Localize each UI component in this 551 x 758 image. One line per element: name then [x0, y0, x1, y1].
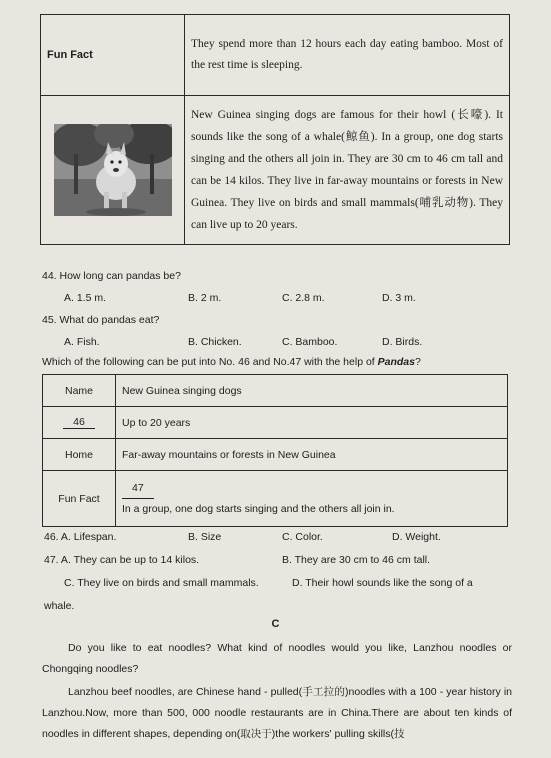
q47-option-c[interactable]: C. They live on birds and small mammals.: [64, 577, 259, 589]
animal-info-table: [40, 14, 510, 245]
summary-row-46: [43, 407, 508, 439]
q45-option-a[interactable]: A. Fish.: [64, 336, 100, 348]
q46-option-d[interactable]: D. Weight.: [392, 531, 441, 543]
q46-option-b[interactable]: B. Size: [188, 531, 222, 543]
q47-option-d[interactable]: D. Their howl sounds like the song of a: [292, 577, 473, 589]
singing-dog-description: New Guinea singing dogs are famous for their howl (长嚎). It sounds like the song of a whale(鲸鱼). In a group, one dog starts singing and the others all join in. They are 30 cm to 46 cm tall and can be 14 kilos. They live in far-away mountains or forests in New Guinea. They live on birds and small mammals(哺乳动物). They can live up to 20 years.: [185, 96, 510, 245]
summary-value-fun-fact: [116, 471, 508, 527]
instruction-emphasis: Pandas: [377, 356, 415, 368]
instruction-text: Which of the following can be put into No. 46 and No.47 with the help of: [42, 356, 378, 368]
summary-row-name: [43, 375, 508, 407]
fun-fact-label: Fun Fact: [41, 15, 185, 96]
panda-fun-fact-row: [41, 15, 510, 96]
q47-option-b[interactable]: B. They are 30 cm to 46 cm tall.: [282, 554, 431, 566]
q44-option-b[interactable]: B. 2 m.: [188, 292, 222, 304]
singing-dog-photo: [54, 124, 172, 216]
instruction-end: ?: [415, 356, 421, 368]
question-45-stem: 45. What do pandas eat?: [42, 314, 160, 326]
q46-option-c[interactable]: C. Color.: [282, 531, 323, 543]
summary-value-lifespan: Up to 20 years: [116, 407, 508, 439]
q47-option-a[interactable]: 47. A. They can be up to 14 kilos.: [44, 554, 200, 566]
q44-option-c[interactable]: C. 2.8 m.: [282, 292, 325, 304]
summary-value-name: New Guinea singing dogs: [116, 375, 508, 407]
summary-label-46: [43, 407, 116, 439]
fun-fact-sentence: In a group, one dog starts singing and the others all join in.: [122, 503, 395, 515]
question-44-stem: 44. How long can pandas be?: [42, 270, 181, 282]
dog-image: [54, 124, 172, 216]
blank-46[interactable]: 46: [63, 416, 95, 429]
summary-row-fun-fact: [43, 471, 508, 527]
singing-dog-row: [41, 96, 510, 245]
q45-option-b[interactable]: B. Chicken.: [188, 336, 242, 348]
q45-option-d[interactable]: D. Birds.: [382, 336, 423, 348]
section-c-heading: C: [271, 618, 280, 630]
q44-option-a[interactable]: A. 1.5 m.: [64, 292, 107, 304]
summary-label-name: Name: [43, 375, 116, 407]
summary-label-home: Home: [43, 439, 116, 471]
summary-row-home: [43, 439, 508, 471]
q45-option-c[interactable]: C. Bamboo.: [282, 336, 338, 348]
summary-value-home: Far-away mountains or forests in New Guinea: [116, 439, 508, 471]
table-instruction: [42, 356, 421, 368]
passage-c-paragraph-1: Do you like to eat noodles? What kind of noodles would you like, Lanzhou noodles or Chongqing noodles?: [42, 642, 512, 675]
q44-option-d[interactable]: D. 3 m.: [382, 292, 416, 304]
summary-label-fun-fact: Fun Fact: [43, 471, 116, 527]
panda-fun-fact-text: They spend more than 12 hours each day eating bamboo. Most of the rest time is sleeping.: [185, 15, 510, 96]
q46-option-a[interactable]: 46. A. Lifespan.: [44, 531, 117, 543]
blank-47[interactable]: 47: [122, 478, 154, 499]
passage-c-paragraph-2: Lanzhou beef noodles, are Chinese hand - pulled(手工拉的)noodles with a 100 - year history in Lanzhou.Now, more than 500, 000 noodle restaurants are in China.There are about ten kinds of noodles in different shapes, depending on(取决于)the workers' pulling skills(技: [42, 686, 512, 740]
dog-photo-cell: [41, 96, 185, 245]
q47-option-d-continued: whale.: [44, 600, 75, 612]
dog-summary-table: [42, 374, 508, 527]
